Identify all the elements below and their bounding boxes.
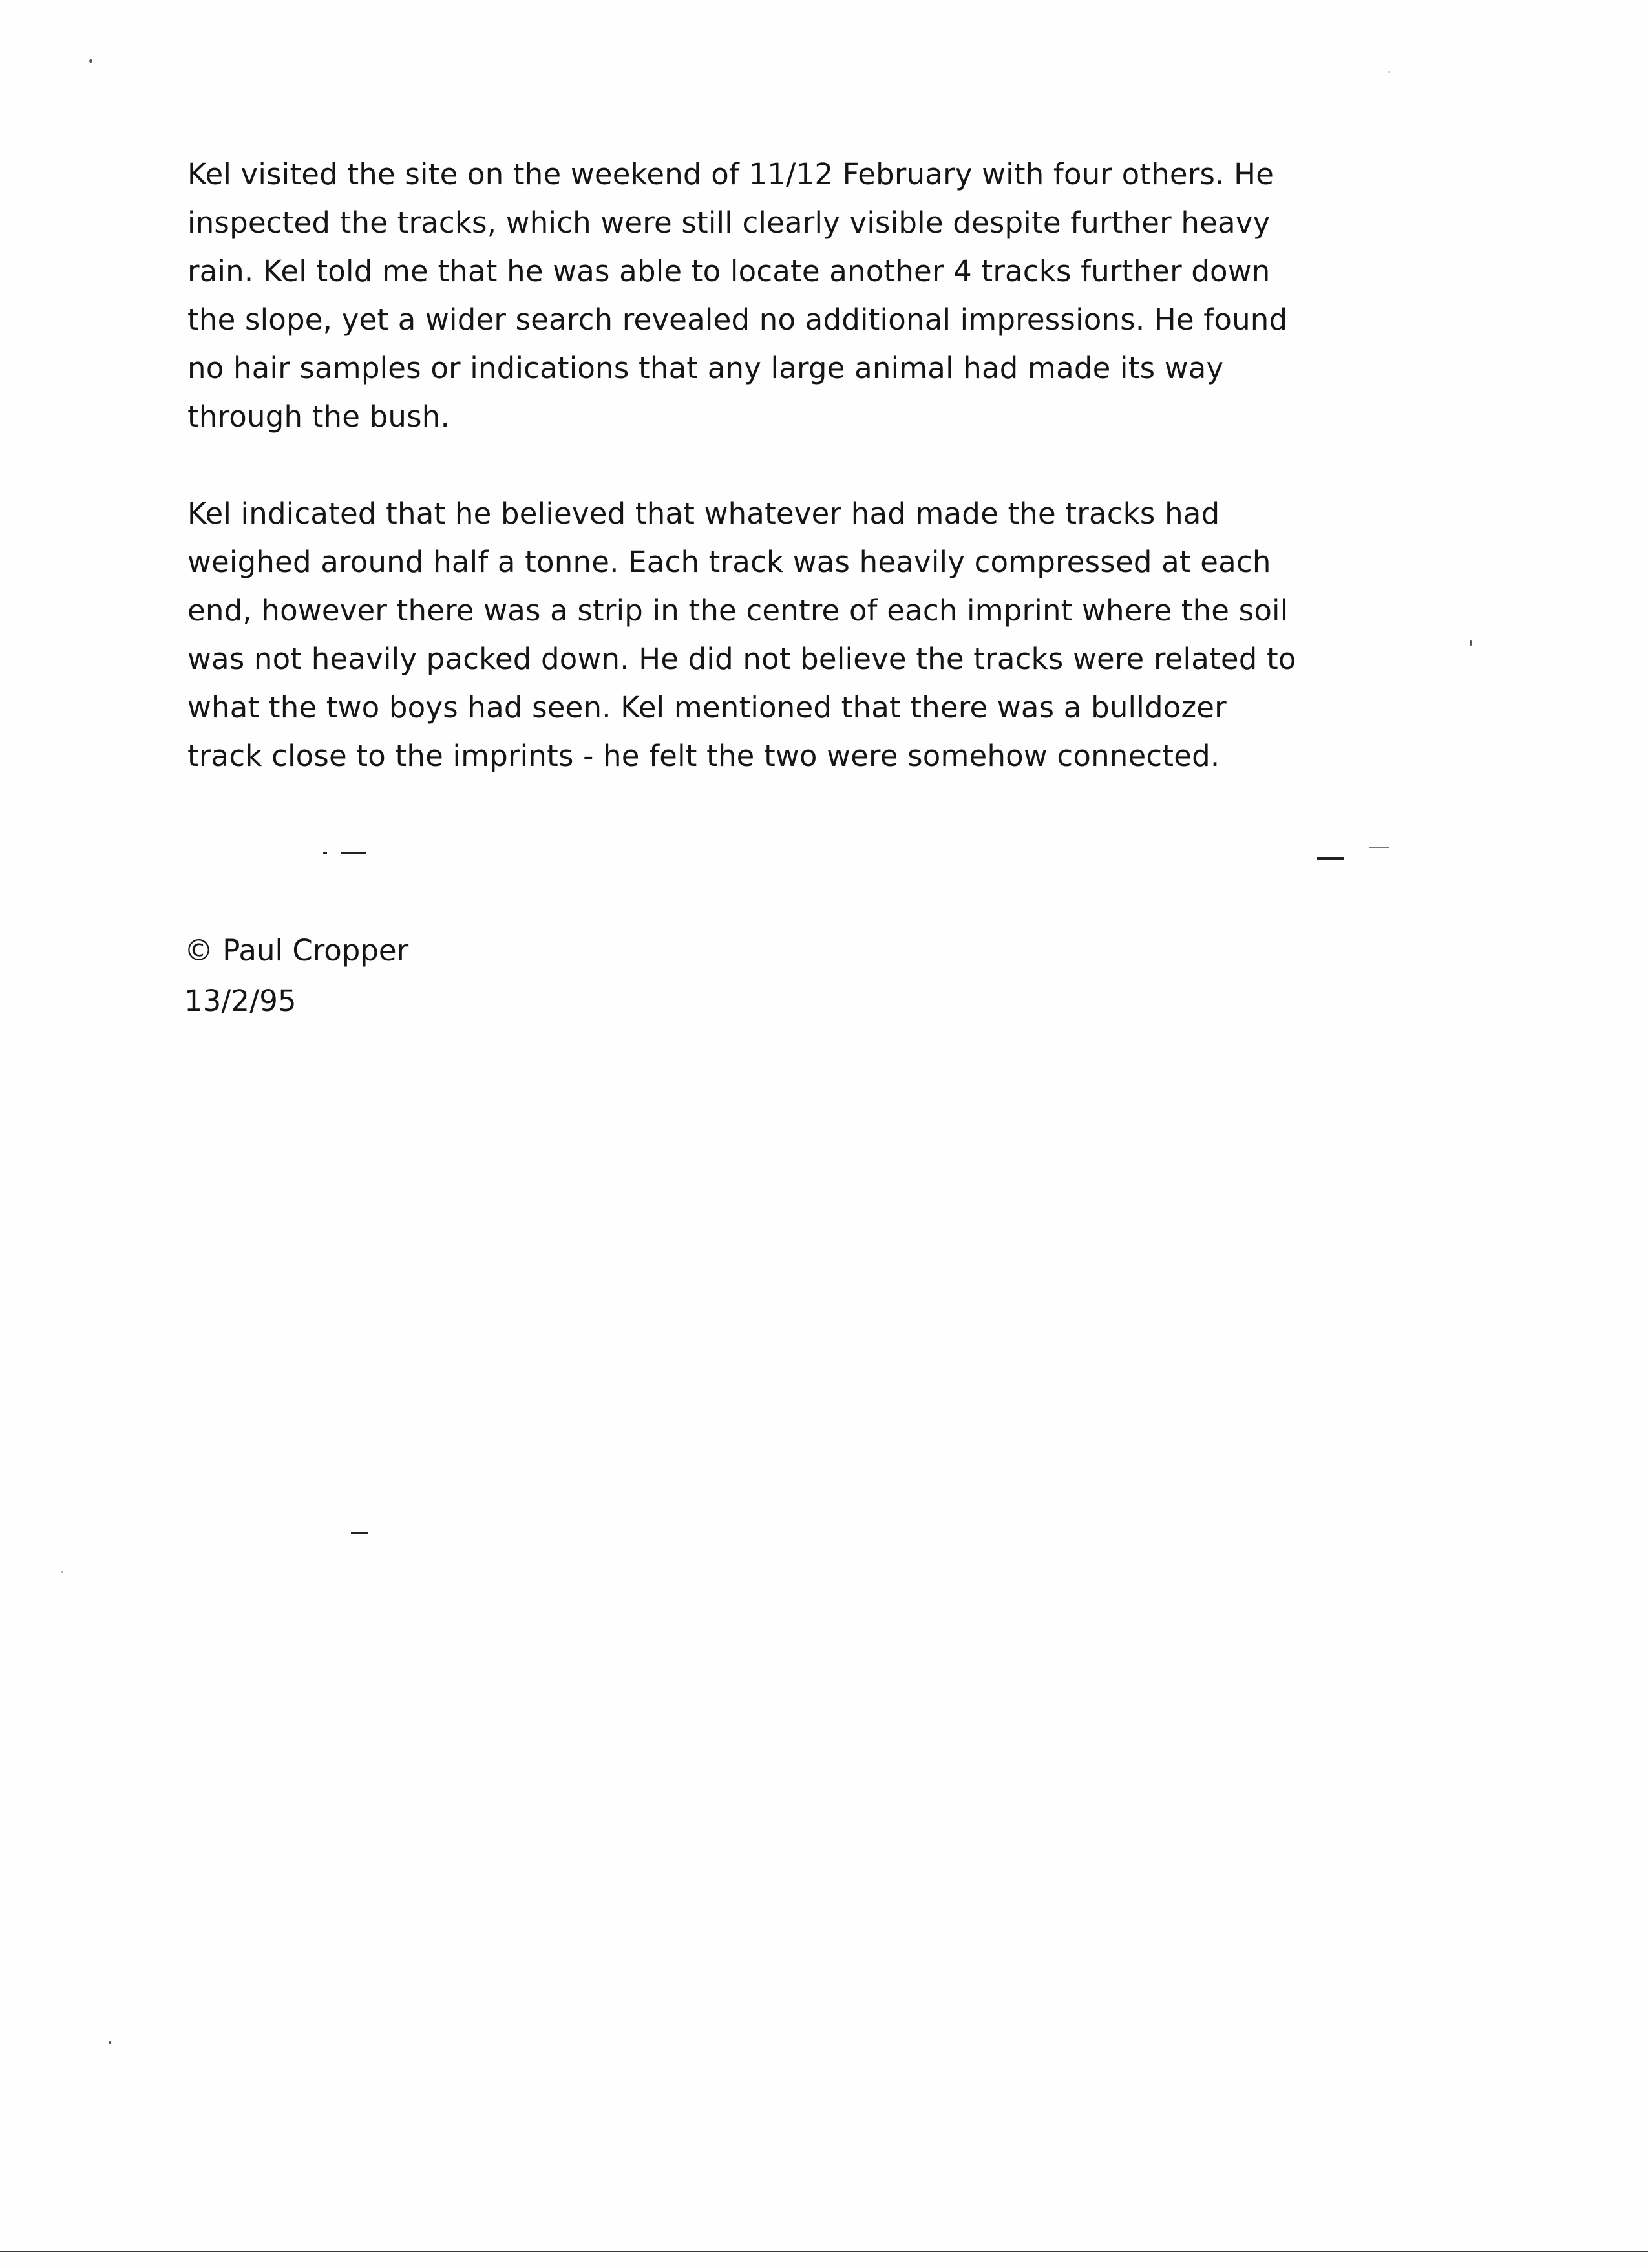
scan-dash xyxy=(351,1532,368,1534)
scan-edge-line xyxy=(0,2251,1648,2252)
paragraph-line: through the bush. xyxy=(187,399,450,434)
paragraph-line: rain. Kel told me that he was able to locate another 4 tracks further down xyxy=(187,254,1271,288)
paragraph-line: track close to the imprints - he felt the two were somehow connected. xyxy=(187,739,1220,773)
signature-block xyxy=(184,926,408,1026)
paragraph-line: Kel visited the site on the weekend of 11/12 February with four others. He xyxy=(187,157,1274,191)
scan-speck xyxy=(1470,640,1472,646)
scan-speck xyxy=(61,1571,63,1573)
scan-dash xyxy=(323,852,327,854)
paragraph-2 xyxy=(187,489,1325,780)
scan-dash xyxy=(1369,847,1389,848)
paragraph-1 xyxy=(187,150,1325,441)
paragraph-line: the slope, yet a wider search revealed no additional impressions. He found xyxy=(187,302,1288,337)
scan-dash xyxy=(341,852,366,854)
paragraph-line: no hair samples or indications that any large animal had made its way xyxy=(187,351,1224,385)
paragraph-line: inspected the tracks, which were still clearly visible despite further heavy xyxy=(187,206,1271,240)
paragraph-line: was not heavily packed down. He did not believe the tracks were related to xyxy=(187,642,1296,676)
paragraph-line: Kel indicated that he believed that whatever had made the tracks had xyxy=(187,496,1220,531)
document-body xyxy=(187,150,1325,780)
scan-speck xyxy=(1388,71,1390,73)
scan-speck xyxy=(89,59,92,63)
paragraph-line: end, however there was a strip in the centre of each imprint where the soil xyxy=(187,593,1289,628)
scan-dash xyxy=(1317,857,1344,860)
scan-speck xyxy=(109,2041,111,2044)
paragraph-line: what the two boys had seen. Kel mentioned that there was a bulldozer xyxy=(187,690,1227,725)
signature-date: 13/2/95 xyxy=(184,984,297,1018)
paragraph-line: weighed around half a tonne. Each track was heavily compressed at each xyxy=(187,545,1271,579)
signature-author: © Paul Cropper xyxy=(184,933,409,968)
